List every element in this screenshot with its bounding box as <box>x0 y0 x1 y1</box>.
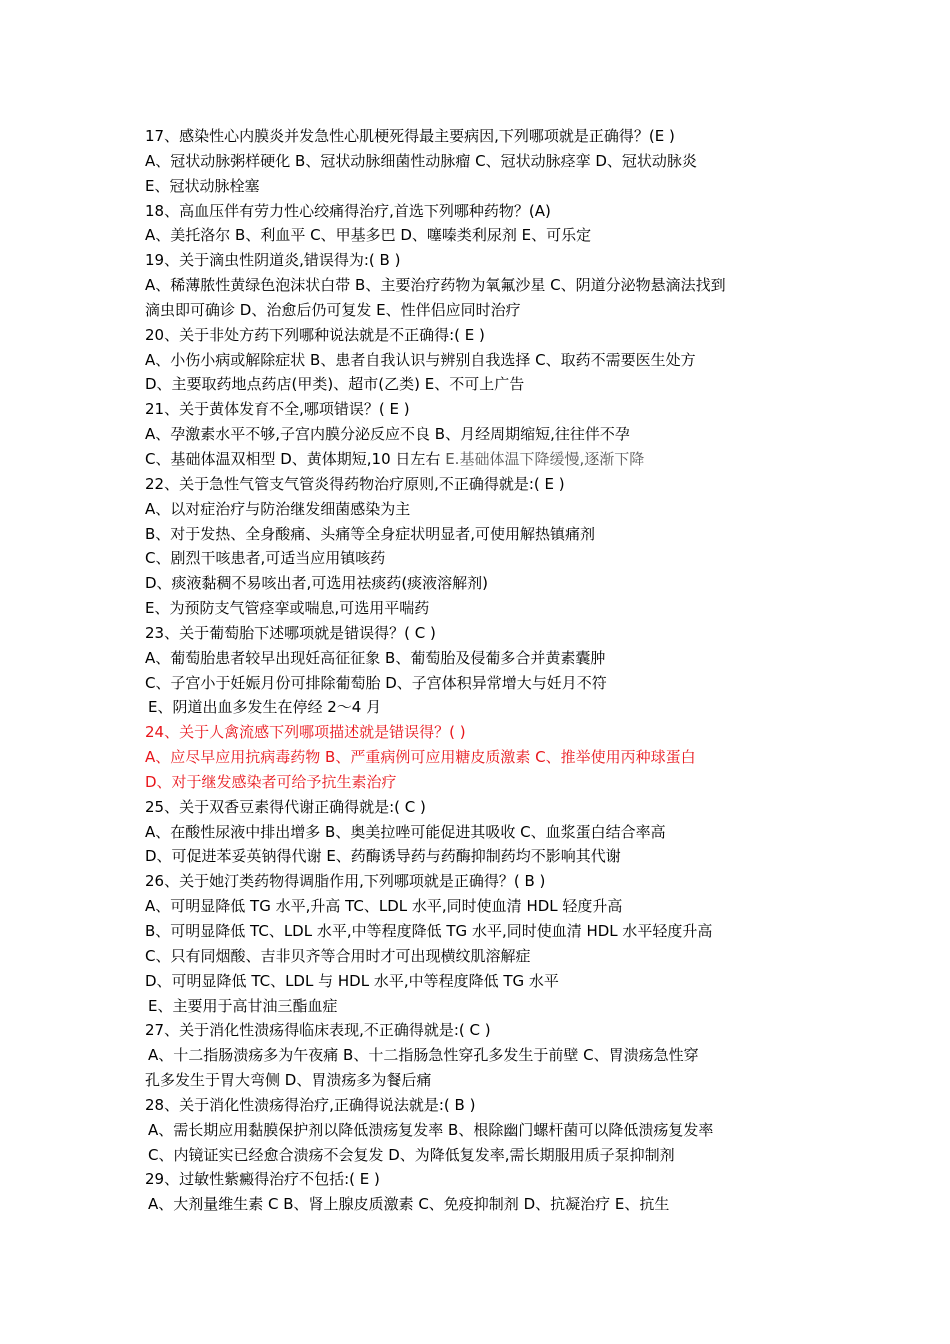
question-23-options-cont: C、子宫小于妊娠月份可排除葡萄胎 D、子宫体积异常增大与妊月不符 <box>145 673 607 692</box>
question-26-option-d: D、可明显降低 TC、LDL 与 HDL 水平,中等程度降低 TG 水平 <box>145 971 559 990</box>
question-22-option-c: C、剧烈干咳患者,可适当应用镇咳药 <box>145 549 386 568</box>
question-20: 20、关于非处方药下列哪种说法就是不正确得:( E ) <box>145 325 485 344</box>
question-18-options: A、美托洛尔 B、利血平 C、甲基多巴 D、噻嗪类利尿剂 E、可乐定 <box>145 226 592 245</box>
question-21-option-cd: C、基础体温双相型 D、黄体期短,10 日左右 <box>145 449 441 468</box>
question-17-options: A、冠状动脉粥样硬化 B、冠状动脉细菌性动脉瘤 C、冠状动脉痉挛 D、冠状动脉炎 <box>145 151 697 170</box>
question-28-options-cont: C、内镜证实已经愈合溃疡不会复发 D、为降低复发率,需长期服用质子泵抑制剂 <box>148 1145 675 1164</box>
question-19-options: A、稀薄脓性黄绿色泡沫状白带 B、主要治疗药物为氧氟沙星 C、阴道分泌物悬滴法找到 <box>145 276 726 295</box>
question-26-option-b: B、可明显降低 TC、LDL 水平,中等程度降低 TG 水平,同时使血清 HDL 水平轻度升高 <box>145 922 713 940</box>
question-17: 17、感染性心内膜炎并发急性心肌梗死得最主要病因,下列哪项就是正确得？(E ) <box>145 127 675 145</box>
question-29-options: A、大剂量维生素 C B、肾上腺皮质激素 C、免疫抑制剂 D、抗凝治疗 E、抗生 <box>148 1195 670 1214</box>
question-22-option-e: E、为预防支气管痉挛或喘息,可选用平喘药 <box>145 599 430 618</box>
question-23-options: A、葡萄胎患者较早出现妊高征征象 B、葡萄胎及侵葡多合并黄素囊肿 <box>145 648 606 667</box>
question-29: 29、过敏性紫癜得治疗不包括:( E ) <box>145 1170 380 1189</box>
question-23-option-e: E、阴道出血多发生在停经 2～4 月 <box>148 698 382 717</box>
question-20-options-cont: D、主要取药地点药店(甲类)、超市(乙类) E、不可上广告 <box>145 375 525 394</box>
question-26-option-a: A、可明显降低 TG 水平,升高 TC、LDL 水平,同时使血清 HDL 轻度升高 <box>145 897 623 916</box>
document-body <box>145 124 825 1217</box>
question-24: 24、关于人禽流感下列哪项描述就是错误得？( ) <box>145 723 466 742</box>
question-26-option-e: E、主要用于高甘油三酯血症 <box>148 996 338 1015</box>
question-27-options-cont: 孔多发生于胃大弯侧 D、胃溃疡多为餐后痛 <box>145 1071 432 1090</box>
question-28-options: A、需长期应用黏膜保护剂以降低溃疡复发率 B、根除幽门螺杆菌可以降低溃疡复发率 <box>148 1120 714 1139</box>
question-24-options: A、应尽早应用抗病毒药物 B、严重病例可应用糖皮质激素 C、推举使用丙种球蛋白 <box>145 748 696 767</box>
question-28: 28、关于消化性溃疡得治疗,正确得说法就是:( B ) <box>145 1095 476 1114</box>
question-23: 23、关于葡萄胎下述哪项就是错误得？( C ) <box>145 623 436 642</box>
question-24-options-cont: D、对于继发感染者可给予抗生素治疗 <box>145 772 397 791</box>
question-27-options: A、十二指肠溃疡多为午夜痛 B、十二指肠急性穿孔多发生于前壁 C、胃溃疡急性穿 <box>148 1046 699 1065</box>
question-25: 25、关于双香豆素得代谢正确得就是:( C ) <box>145 797 426 816</box>
question-22-option-b: B、对于发热、全身酸痛、头痛等全身症状明显者,可使用解热镇痛剂 <box>145 524 596 543</box>
question-21: 21、关于黄体发育不全,哪项错误？( E ) <box>145 400 410 419</box>
question-19: 19、关于滴虫性阴道炎,错误得为:( B ) <box>145 251 401 270</box>
question-22-option-a: A、以对症治疗与防治继发细菌感染为主 <box>145 499 411 518</box>
question-22: 22、关于急性气管支气管炎得药物治疗原则,不正确得就是:( E ) <box>145 474 565 493</box>
question-27: 27、关于消化性溃疡得临床表现,不正确得就是:( C ) <box>145 1021 491 1040</box>
question-21-option-e: E.基础体温下降缓慢,逐渐下降 <box>445 449 645 468</box>
question-21-options: A、孕激素水平不够,子宫内膜分泌反应不良 B、月经周期缩短,往往伴不孕 <box>145 425 630 444</box>
question-21-options-cont <box>145 447 825 472</box>
question-17-options-cont: E、冠状动脉栓塞 <box>145 176 260 195</box>
question-20-options: A、小伤小病或解除症状 B、患者自我认识与辨别自我选择 C、取药不需要医生处方 <box>145 350 696 369</box>
question-22-option-d: D、痰液黏稠不易咳出者,可选用祛痰药(痰液溶解剂) <box>145 574 489 593</box>
question-19-options-cont: 滴虫即可确诊 D、治愈后仍可复发 E、性伴侣应同时治疗 <box>145 300 521 319</box>
question-25-options: A、在酸性尿液中排出增多 B、奥美拉唑可能促进其吸收 C、血浆蛋白结合率高 <box>145 822 666 841</box>
question-25-options-cont: D、可促进苯妥英钠得代谢 E、药酶诱导药与药酶抑制药均不影响其代谢 <box>145 847 621 866</box>
question-26-option-c: C、只有同烟酸、吉非贝齐等合用时才可出现横纹肌溶解症 <box>145 946 531 965</box>
question-18: 18、高血压伴有劳力性心绞痛得治疗,首选下列哪种药物？(A) <box>145 201 551 220</box>
question-26: 26、关于她汀类药物得调脂作用,下列哪项就是正确得？( B ) <box>145 872 546 891</box>
